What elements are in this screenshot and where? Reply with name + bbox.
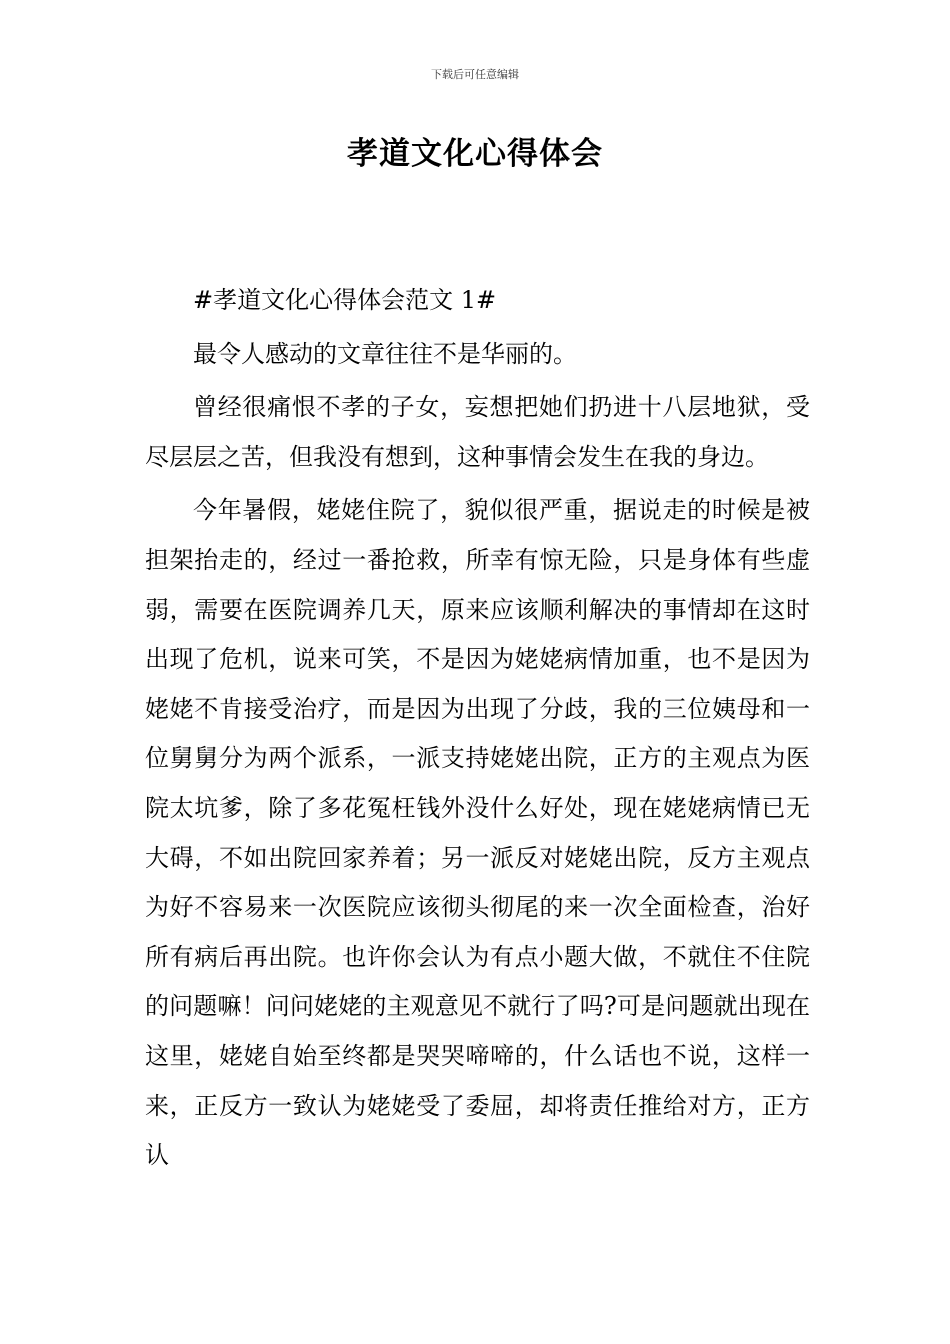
- header-note: 下载后可任意编辑: [431, 68, 519, 81]
- document-title: 孝道文化心得体会: [347, 136, 603, 172]
- section-heading: #孝道文化心得体会范文 1#: [193, 286, 497, 314]
- paragraph: 最令人感动的文章往往不是华丽的。: [193, 339, 577, 368]
- paragraph: 今年暑假，姥姥住院了，貌似很严重，据说走的时候是被担架抬走的，经过一番抢救，所幸有惊无险，只是身体有些虚弱，需要在医院调养几天，原来应该顺利解决的事情却在这时出现了危机，说来可笑，不是因为姥姥病情加重，也不是因为姥姥不肯接受治疗，而是因为出现了分歧，我的三位姨母和一位舅舅分为两个派系，一派支持姥姥出院，正方的主观点为医院太坑爹，除了多花冤枉钱外没什么好处，现在姥姥病情已无大碍，不如出院回家养着；另一派反对姥姥出院，反方主观点为好不容易来一次医院应该彻头彻尾的来一次全面检查，治好所有病后再出院。也许你会认为有点小题大做，不就住不住院的问题嘛！问问姥姥的主观意见不就行了吗?可是问题就出现在这里，姥姥自始至终都是哭哭啼啼的，什么话也不说，这样一来，正反方一致认为姥姥受了委屈，却将责任推给对方，正方认: [145, 496, 810, 1170]
- document-body: [145, 276, 810, 1185]
- paragraph: 曾经很痛恨不孝的子女，妄想把她们扔进十八层地狱，受尽层层之苦，但我没有想到，这种事情会发生在我的身边。: [145, 393, 810, 471]
